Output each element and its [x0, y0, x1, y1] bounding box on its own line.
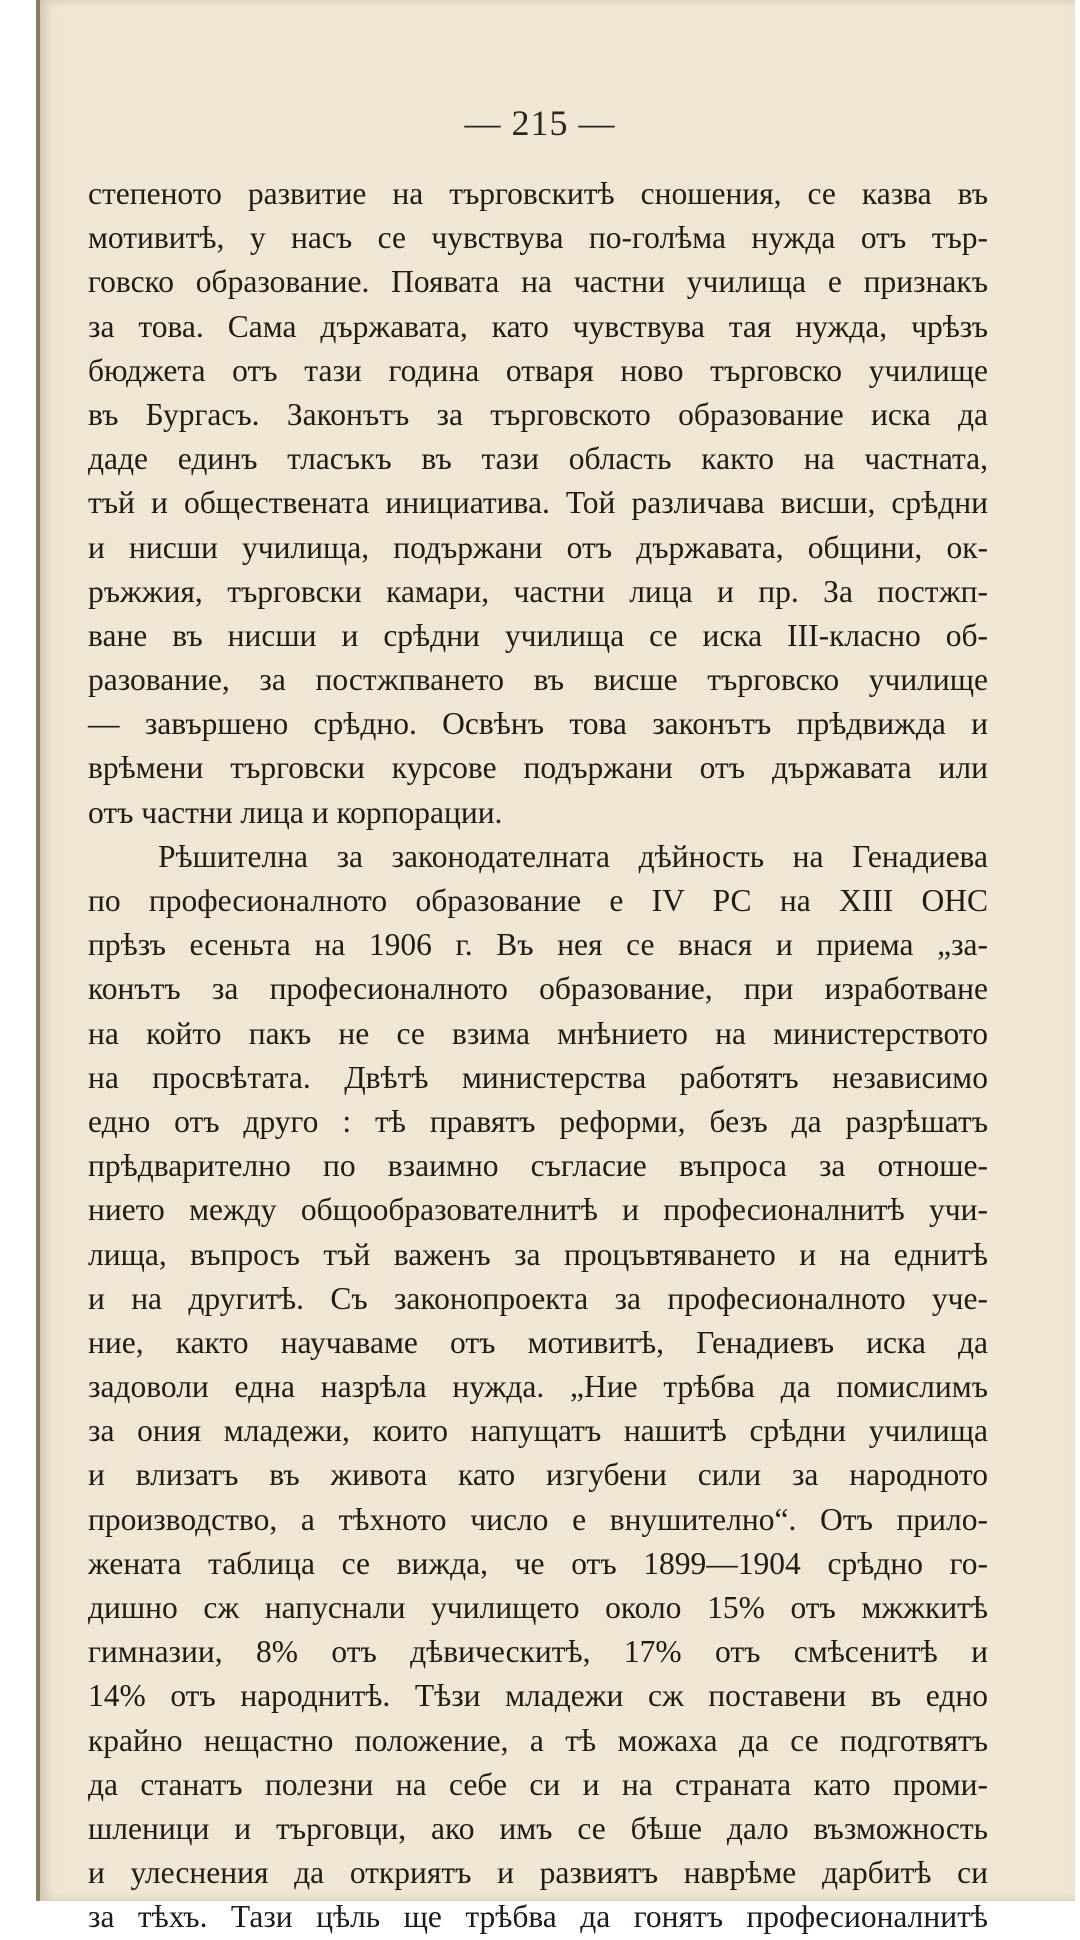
text-line-22: едно отъ друго : тѣ правятъ реформи, безъ да разрѣшатъ: [88, 1103, 988, 1139]
text-line-5: бюджета отъ тази година отваря ново търговско училище: [88, 352, 988, 388]
text-line-27: ние, както научаваме отъ мотивитѣ, Генадиевъ иска да: [88, 1324, 988, 1360]
text-line-11: ване въ нисши и срѣдни училища се иска III-класно об-: [88, 617, 988, 653]
body-text: [88, 172, 988, 1940]
text-line-12: разование, за постжпването въ висше търговско училище: [88, 662, 988, 698]
text-line-20: на който пакъ не се взима мнѣнието на министерството: [88, 1015, 988, 1051]
text-line-39: и улеснения да откриятъ и развиятъ наврѣме дарбитѣ си: [88, 1855, 988, 1891]
text-line-24: нието между общообразователнитѣ и професионалнитѣ учи-: [88, 1192, 988, 1228]
text-line-3: говско образование. Появата на частни училища е признакъ: [88, 264, 988, 300]
text-line-23: прѣдварително по взаимно съгласие въпроса за отноше-: [88, 1148, 988, 1184]
text-line-1: степеното развитие на търговскитѣ сношения, се казва въ: [88, 176, 988, 211]
text-line-17: по професионалното образование е IV РС на XIII ОНС: [88, 883, 988, 918]
text-line-25: лища, въпросъ тъй важенъ за процъвтяването и на еднитѣ: [88, 1236, 988, 1272]
text-line-38: шленици и търговци, ако имъ се бѣше дало възможность: [88, 1810, 988, 1846]
text-line-32: жената таблица се вижда, че отъ 1899—1904 срѣдно го-: [88, 1545, 988, 1581]
text-line-19: конътъ за професионалното образование, при изработване: [88, 971, 988, 1007]
text-line-13: — завършено срѣдно. Освѣнъ това законътъ прѣдвижда и: [88, 706, 988, 742]
text-line-30: и влизатъ въ живота като изгубени сили за народното: [88, 1457, 988, 1493]
text-line-26: и на другитѣ. Съ законопроекта за професионалното уче-: [88, 1280, 988, 1316]
text-line-2: мотивитѣ, у насъ се чувствува по-голѣма нужда отъ тър-: [88, 220, 988, 256]
text-line-21: на просвѣтата. Двѣтѣ министерства работятъ независимо: [88, 1059, 988, 1095]
text-line-40: за тѣхъ. Тази цѣль ще трѣбва да гонятъ професионалнитѣ: [88, 1899, 988, 1935]
text-line-34: гимназии, 8% отъ дѣвическитѣ, 17% отъ смѣсенитѣ и: [88, 1634, 988, 1670]
text-line-28: задоволи една назрѣла нужда. „Ние трѣбва да помислимъ: [88, 1369, 988, 1405]
text-line-29: за ония младежи, които напущатъ нашитѣ срѣдни училища: [88, 1413, 988, 1449]
text-line-31: производство, а тѣхното число е внушително“. Отъ прило-: [88, 1501, 988, 1537]
text-line-10: ръжжия, търговски камари, частни лица и пр. За постжп-: [88, 573, 988, 609]
text-line-9: и нисши училища, подържани отъ държавата, общини, ок-: [88, 529, 988, 565]
text-line-37: да станатъ полезни на себе си и на страната като проми-: [88, 1766, 988, 1802]
text-line-16: Рѣшителна за законодателната дѣйность на Генадиева: [158, 838, 988, 874]
text-line-35: 14% отъ народнитѣ. Тѣзи младежи сж поставени въ едно: [88, 1678, 988, 1714]
text-line-33: дишно сж напуснали училището около 15% отъ мжжкитѣ: [88, 1590, 988, 1625]
text-line-36: крайно нещастно положение, а тѣ можаха да се подготвятъ: [88, 1722, 988, 1758]
text-line-8: тъй и обществената инициатива. Той различава висши, срѣдни: [88, 485, 988, 521]
text-line-18: прѣзъ есеньта на 1906 г. Въ нея се внася и приема „за-: [88, 927, 988, 963]
page-number: — 215 —: [464, 103, 616, 143]
text-line-6: въ Бургасъ. Законътъ за търговското образование иска да: [88, 396, 988, 432]
text-line-4: за това. Сама държавата, като чувствува тая нужда, чрѣзъ: [88, 308, 988, 344]
text-line-14: врѣмени търговски курсове подържани отъ държавата или: [88, 750, 988, 786]
text-line-15: отъ частни лица и корпорации.: [88, 794, 503, 830]
text-line-7: даде единъ тласъкъ въ тази область както на частната,: [88, 441, 988, 477]
